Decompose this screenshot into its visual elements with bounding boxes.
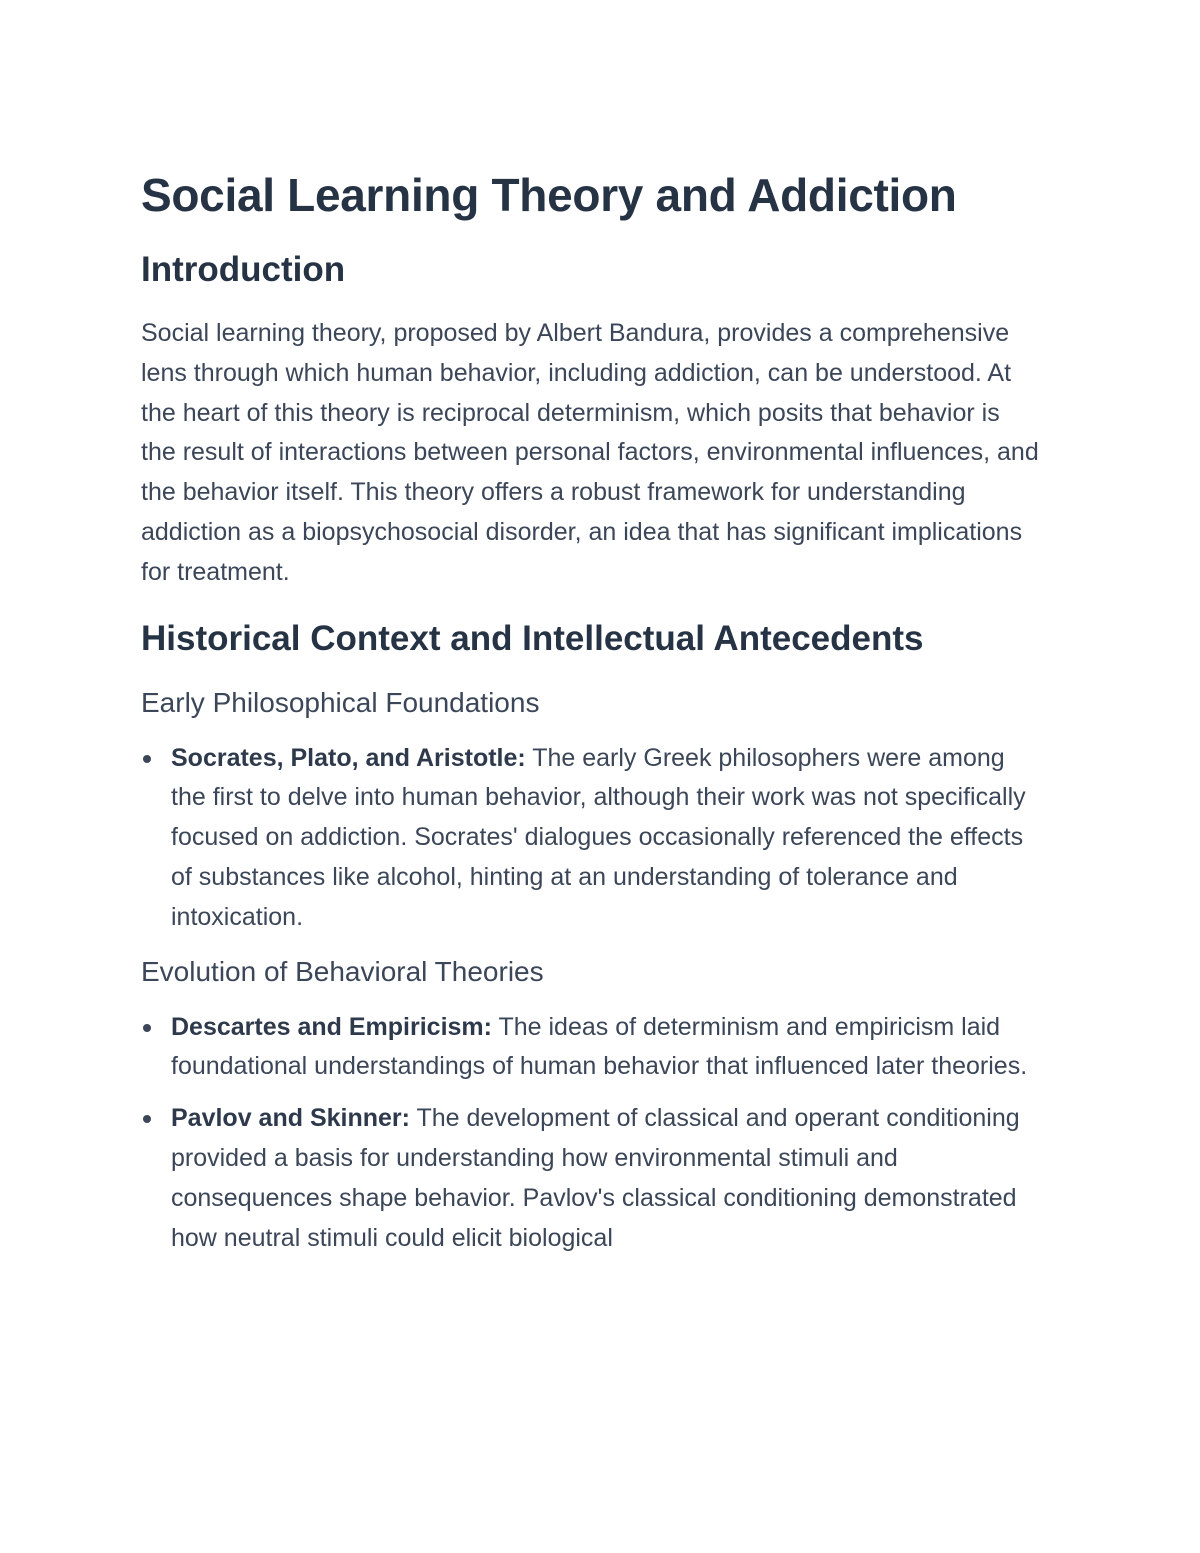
list-item-term: Descartes and Empiricism:	[171, 1012, 492, 1041]
behavioral-theories-list	[141, 1008, 1041, 1259]
list-item	[141, 739, 1041, 938]
list-item	[141, 1008, 1041, 1088]
list-item	[141, 1099, 1041, 1258]
behavioral-theories-heading: Evolution of Behavioral Theories	[141, 955, 544, 987]
historical-context-heading: Historical Context and Intellectual Antecedents	[141, 618, 924, 658]
document-title: Social Learning Theory and Addiction	[141, 169, 957, 221]
list-item-text: The development of classical and operant conditioning provided a basis for understanding how environmental stimuli and consequences shape behavior. Pavlov's classical conditioning demonstrated how neutral stimuli could elicit biological	[171, 1104, 1020, 1252]
bullet-icon	[143, 1024, 151, 1032]
list-item-text: The early Greek philosophers were among the first to delve into human behavior, although their work was not specifically focused on addiction. Socrates' dialogues occasionally referenced the effects of substances like alcohol, hinting at an understanding of tolerance and intoxication.	[171, 743, 1026, 931]
document-page	[141, 166, 1041, 1270]
bullet-icon	[143, 1115, 151, 1123]
introduction-heading: Introduction	[141, 250, 346, 289]
list-item-term: Pavlov and Skinner:	[171, 1104, 410, 1133]
early-foundations-heading: Early Philosophical Foundations	[141, 686, 540, 718]
bullet-icon	[143, 755, 151, 763]
early-foundations-list	[141, 739, 1041, 938]
list-item-term: Socrates, Plato, and Aristotle:	[171, 743, 526, 772]
introduction-paragraph: Social learning theory, proposed by Albert Bandura, provides a comprehensive lens through which human behavior, including addiction, can be understood. At the heart of this theory is reciprocal determinism, which posits that behavior is the result of interactions between personal factors, environmental influences, and the behavior itself. This theory offers a robust framework for understanding addiction as a biopsychosocial disorder, an idea that has significant implications for treatment.	[141, 319, 1039, 586]
list-item-text: The ideas of determinism and empiricism laid foundational understandings of human behavior that influenced later theories.	[171, 1012, 1028, 1081]
